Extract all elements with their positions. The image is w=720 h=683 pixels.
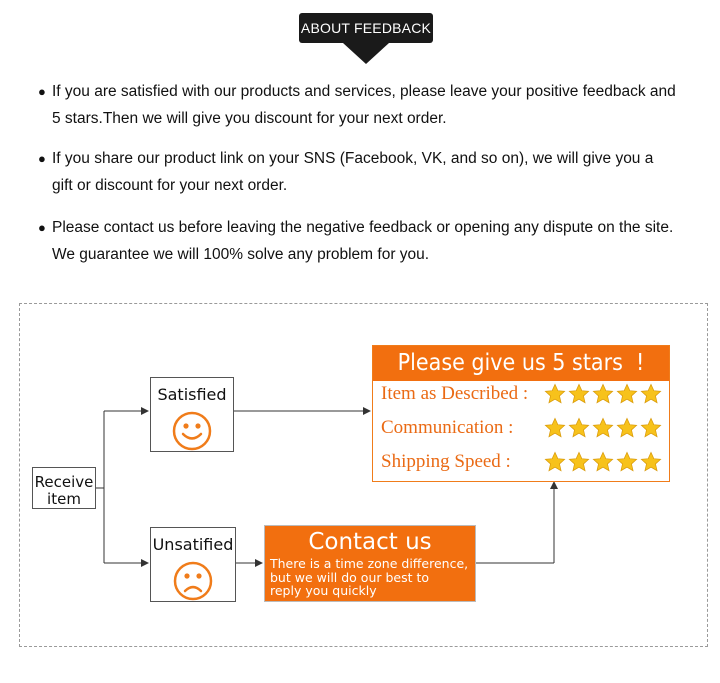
paragraph-line: We guarantee we will 100% solve any problem for you.: [52, 246, 430, 263]
star-icon: [544, 451, 566, 473]
five-stars-panel: [372, 345, 670, 482]
receive-item-box: [32, 467, 96, 509]
paragraph-line: gift or discount for your next order.: [52, 177, 288, 194]
star-icon: [544, 417, 566, 439]
contact-line: reply you quickly: [270, 583, 377, 598]
receive-label-line2: item: [47, 490, 81, 508]
bullet-icon: ●: [38, 84, 46, 99]
paragraph-line: Please contact us before leaving the negative feedback or opening any dispute on the site.: [52, 219, 674, 236]
star-icon: [544, 383, 566, 405]
unsatisfied-label: Unsatified: [152, 535, 234, 554]
paragraph-line: If you share our product link on your SNS (Facebook, VK, and so on), we will give you a: [52, 150, 654, 167]
badge-label: ABOUT FEEDBACK: [300, 20, 432, 36]
smiley-face-icon: [172, 411, 212, 451]
star-icon: [616, 451, 638, 473]
contact-us-title: Contact us: [308, 529, 432, 555]
contact-us-text: [265, 557, 475, 598]
stars-communication: [544, 417, 662, 439]
star-icon: [640, 417, 662, 439]
rating-label-communication: Communication :: [381, 417, 514, 438]
star-icon: [592, 451, 614, 473]
contact-line: but we will do our best to: [270, 569, 430, 585]
five-stars-title: Please give us 5 stars !: [373, 346, 669, 381]
stars-shipping-speed: [544, 451, 662, 473]
rating-label-item-described: Item as Described :: [381, 383, 529, 404]
contact-us-box: [264, 525, 476, 602]
paragraph-line: 5 stars.Then we will give you discount for your next order.: [52, 110, 447, 127]
star-icon: [592, 383, 614, 405]
rating-label-shipping-speed: Shipping Speed :: [381, 451, 511, 472]
bullet-icon: ●: [38, 151, 46, 166]
star-icon: [616, 417, 638, 439]
sad-face-icon: [173, 561, 213, 601]
stars-item-described: [544, 383, 662, 405]
satisfied-label: Satisfied: [157, 385, 227, 404]
star-icon: [616, 383, 638, 405]
contact-line: There is a time zone difference,: [270, 556, 469, 571]
star-icon: [568, 417, 590, 439]
unsatisfied-box: [150, 527, 236, 602]
receive-label-line1: Receive: [34, 473, 94, 491]
star-icon: [640, 451, 662, 473]
star-icon: [568, 383, 590, 405]
star-icon: [592, 417, 614, 439]
paragraph-line: If you are satisfied with our products and services, please leave your positive feedback and: [52, 83, 676, 100]
bullet-icon: ●: [38, 220, 46, 235]
star-icon: [640, 383, 662, 405]
star-icon: [568, 451, 590, 473]
satisfied-box: [150, 377, 234, 452]
